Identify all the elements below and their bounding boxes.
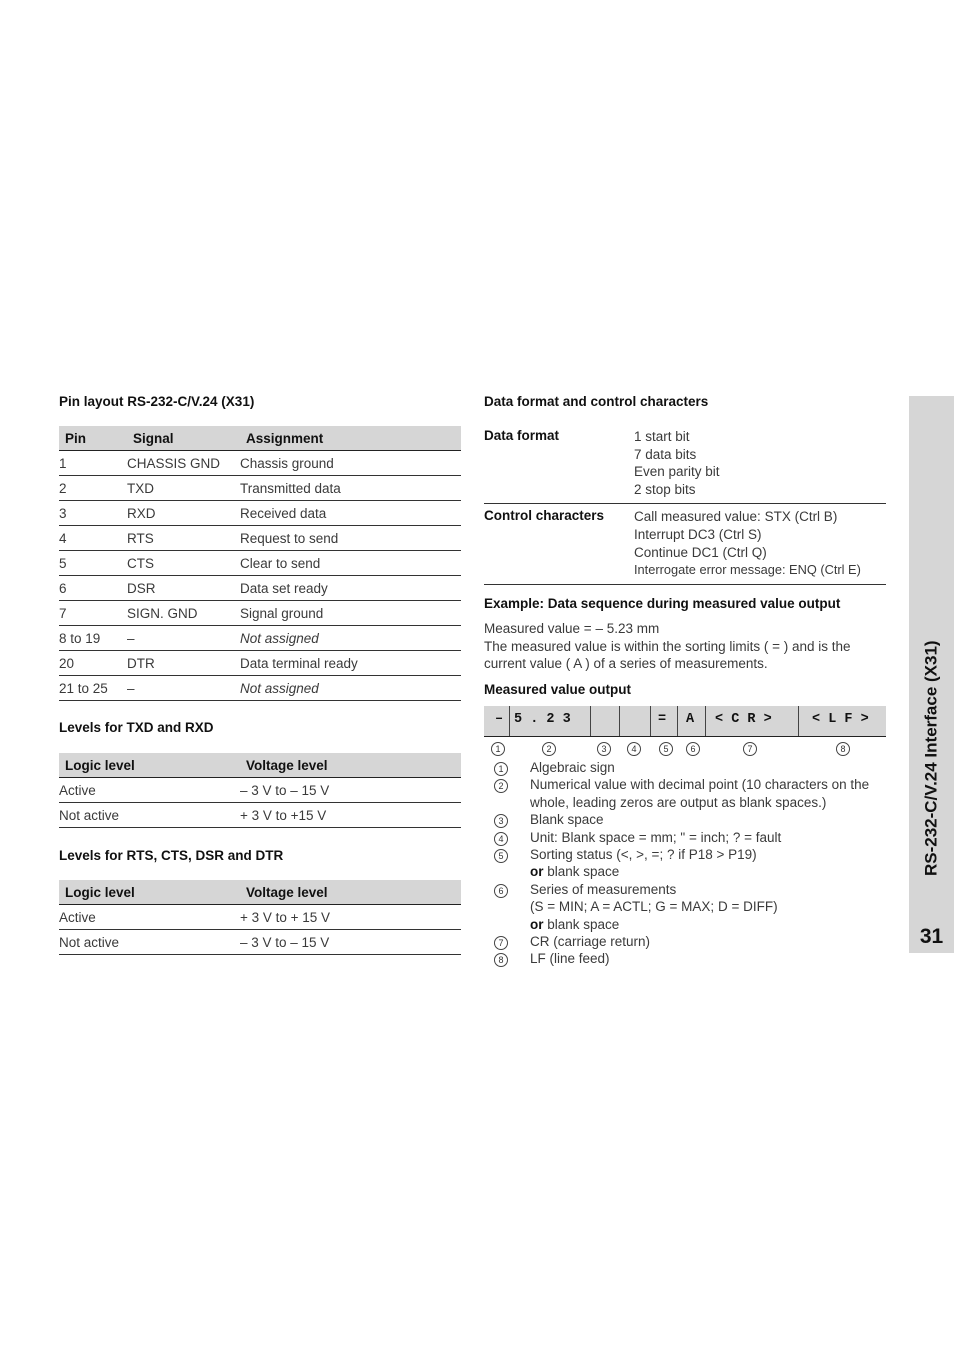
table-row bbox=[59, 451, 461, 476]
control-characters-label: Control characters bbox=[484, 508, 605, 524]
callout-number: 2 bbox=[542, 742, 556, 756]
seq-cell: 5 . 2 3 bbox=[514, 712, 571, 727]
col-logic-level: Logic level bbox=[59, 880, 240, 905]
table-row bbox=[59, 576, 461, 601]
col-pin: Pin bbox=[59, 426, 127, 451]
callout-number: 6 bbox=[686, 742, 700, 756]
signal-cell: CTS bbox=[127, 551, 240, 576]
table-row bbox=[59, 626, 461, 651]
legend-text: Unit: Blank space = mm; " = inch; ? = fault bbox=[530, 829, 782, 845]
signal-cell: – bbox=[127, 676, 240, 701]
page-number: 31 bbox=[919, 925, 944, 948]
col-logic-level: Logic level bbox=[59, 753, 240, 778]
chapter-tab bbox=[909, 396, 954, 953]
data-sequence bbox=[484, 706, 886, 737]
legend-or: or bbox=[530, 916, 544, 932]
assignment-cell: Data terminal ready bbox=[240, 651, 461, 676]
pin-cell: 5 bbox=[59, 551, 127, 576]
list-item bbox=[494, 846, 882, 881]
table-row bbox=[59, 803, 461, 828]
seq-cell: = bbox=[658, 712, 667, 727]
control-value: Interrupt DC3 (Ctrl S) bbox=[634, 526, 762, 542]
levels-txd-heading: Levels for TXD and RXD bbox=[59, 720, 214, 735]
assignment-cell: Signal ground bbox=[240, 601, 461, 626]
data-format-row bbox=[484, 424, 886, 504]
table-row bbox=[59, 476, 461, 501]
list-item bbox=[494, 829, 882, 846]
pin-cell: 3 bbox=[59, 501, 127, 526]
assignment-cell: Not assigned bbox=[240, 676, 461, 701]
callout-number: 2 bbox=[494, 779, 508, 793]
list-item bbox=[494, 776, 882, 811]
data-format-heading: Data format and control characters bbox=[484, 394, 709, 409]
pin-cell: 8 to 19 bbox=[59, 626, 127, 651]
example-line: The measured value is within the sorting limits ( = ) and is the current value ( A ) of a series of measurements. bbox=[484, 638, 851, 671]
table-row bbox=[59, 778, 461, 803]
pin-layout-heading: Pin layout RS-232-C/V.24 (X31) bbox=[59, 394, 255, 409]
levels-rts-table bbox=[59, 880, 461, 955]
assignment-cell: Chassis ground bbox=[240, 451, 461, 476]
format-value: 1 start bit bbox=[634, 429, 690, 444]
pin-cell: 4 bbox=[59, 526, 127, 551]
table-row bbox=[59, 905, 461, 930]
table-row bbox=[59, 651, 461, 676]
table-row bbox=[59, 676, 461, 701]
chapter-title: RS-232-C/V.24 Interface (X31) bbox=[921, 640, 941, 876]
example-line: Measured value = – 5.23 mm bbox=[484, 621, 660, 636]
table-row bbox=[59, 526, 461, 551]
legend-text: Series of measurements bbox=[530, 881, 677, 897]
format-value: Even parity bit bbox=[634, 464, 720, 480]
assignment-cell: Clear to send bbox=[240, 551, 461, 576]
legend-text: LF (line feed) bbox=[530, 951, 610, 967]
callout-number: 7 bbox=[743, 742, 757, 756]
table-row bbox=[59, 930, 461, 955]
signal-cell: DSR bbox=[127, 576, 240, 601]
control-value: Call measured value: STX (Ctrl B) bbox=[634, 509, 838, 525]
legend-text: Sorting status (<, >, =; ? if P18 > P19) bbox=[530, 847, 757, 863]
list-item bbox=[494, 881, 882, 933]
seq-cell: < C R > bbox=[715, 712, 772, 727]
signal-cell: TXD bbox=[127, 476, 240, 501]
legend-or: or bbox=[530, 864, 544, 880]
col-voltage-level: Voltage level bbox=[240, 880, 461, 905]
data-format-block bbox=[484, 424, 886, 585]
legend-text: Blank space bbox=[530, 812, 604, 828]
legend-text: CR (carriage return) bbox=[530, 934, 651, 950]
callout-number: 5 bbox=[494, 849, 508, 863]
example-text bbox=[484, 620, 889, 673]
data-format-label: Data format bbox=[484, 428, 560, 443]
callout-number: 1 bbox=[494, 762, 508, 776]
table-row bbox=[59, 551, 461, 576]
list-item bbox=[494, 759, 882, 776]
callout-number: 4 bbox=[494, 832, 508, 846]
assignment-cell: Data set ready bbox=[240, 576, 461, 601]
output-heading: Measured value output bbox=[484, 682, 632, 697]
pin-cell: 6 bbox=[59, 576, 127, 601]
callout-number: 1 bbox=[491, 742, 505, 756]
seq-cell: – bbox=[495, 712, 504, 727]
col-signal: Signal bbox=[127, 426, 240, 451]
voltage-cell: – 3 V to – 15 V bbox=[240, 930, 461, 955]
control-value: Interrogate error message: ENQ (Ctrl E) bbox=[634, 562, 861, 578]
pin-layout-table bbox=[59, 426, 461, 701]
callout-number: 4 bbox=[627, 742, 641, 756]
format-value: 2 stop bits bbox=[634, 481, 696, 497]
legend-list bbox=[494, 759, 882, 968]
control-value: Continue DC1 (Ctrl Q) bbox=[634, 544, 767, 560]
list-item bbox=[494, 933, 882, 950]
assignment-cell: Not assigned bbox=[240, 626, 461, 651]
assignment-cell: Received data bbox=[240, 501, 461, 526]
logic-cell: Not active bbox=[59, 930, 240, 955]
list-item bbox=[494, 811, 882, 828]
table-row bbox=[59, 501, 461, 526]
table-row bbox=[59, 601, 461, 626]
legend-text: (S = MIN; A = ACTL; G = MAX; D = DIFF) bbox=[530, 899, 778, 915]
logic-cell: Active bbox=[59, 778, 240, 803]
callout-number: 7 bbox=[494, 936, 508, 950]
voltage-cell: + 3 V to + 15 V bbox=[240, 905, 461, 930]
logic-cell: Not active bbox=[59, 803, 240, 828]
callout-number: 3 bbox=[494, 814, 508, 828]
legend-text: Numerical value with decimal point (10 characters on the whole, leading zeros are output as blank spaces.) bbox=[530, 777, 870, 810]
logic-cell: Active bbox=[59, 905, 240, 930]
seq-cell: < L F > bbox=[812, 712, 869, 727]
control-characters-row bbox=[484, 504, 886, 584]
col-voltage-level: Voltage level bbox=[240, 753, 461, 778]
seq-cell: A bbox=[686, 712, 695, 727]
format-value: 7 data bits bbox=[634, 446, 697, 462]
legend-text: blank space bbox=[547, 864, 620, 880]
pin-cell: 20 bbox=[59, 651, 127, 676]
voltage-cell: – 3 V to – 15 V bbox=[240, 778, 461, 803]
callout-number: 3 bbox=[597, 742, 611, 756]
pin-cell: 21 to 25 bbox=[59, 676, 127, 701]
pin-cell: 7 bbox=[59, 601, 127, 626]
list-item bbox=[494, 950, 882, 967]
example-heading: Example: Data sequence during measured value output bbox=[484, 596, 841, 611]
signal-cell: DTR bbox=[127, 651, 240, 676]
legend-text: blank space bbox=[547, 916, 620, 932]
signal-cell: RXD bbox=[127, 501, 240, 526]
callout-number: 8 bbox=[836, 742, 850, 756]
col-assignment: Assignment bbox=[240, 426, 461, 451]
voltage-cell: + 3 V to +15 V bbox=[240, 803, 461, 828]
signal-cell: – bbox=[127, 626, 240, 651]
callout-number: 8 bbox=[494, 953, 508, 967]
legend-text: Algebraic sign bbox=[530, 760, 615, 775]
pin-cell: 2 bbox=[59, 476, 127, 501]
signal-cell: CHASSIS GND bbox=[127, 451, 240, 476]
levels-txd-table bbox=[59, 753, 461, 828]
signal-cell: RTS bbox=[127, 526, 240, 551]
pin-cell: 1 bbox=[59, 451, 127, 476]
callout-number: 5 bbox=[659, 742, 673, 756]
levels-rts-heading: Levels for RTS, CTS, DSR and DTR bbox=[59, 848, 284, 863]
assignment-cell: Request to send bbox=[240, 526, 461, 551]
callout-number: 6 bbox=[494, 884, 508, 898]
signal-cell: SIGN. GND bbox=[127, 601, 240, 626]
assignment-cell: Transmitted data bbox=[240, 476, 461, 501]
